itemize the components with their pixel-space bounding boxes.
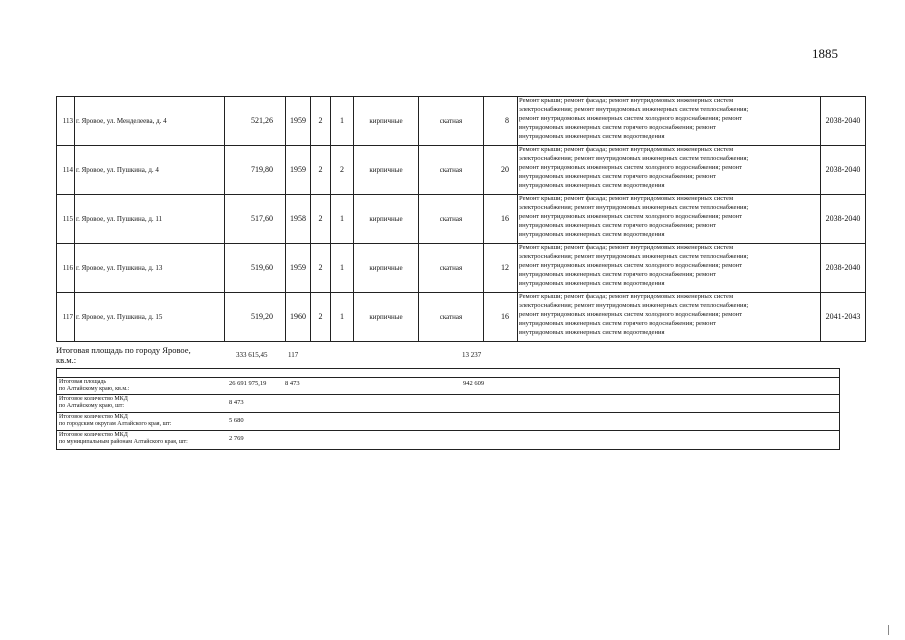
summary-label bbox=[59, 379, 229, 393]
row-roof: скатная bbox=[419, 97, 484, 146]
row-entrances: 1 bbox=[331, 293, 354, 342]
row-area: 521,26 bbox=[225, 97, 286, 146]
row-walls: кирпичные bbox=[354, 293, 419, 342]
row-works-line: внутридомовых инженерных систем горячего водоснабжения; ремонт bbox=[519, 319, 716, 327]
row-works-line: ремонт внутридомовых инженерных систем холодного водоснабжения; ремонт bbox=[519, 114, 743, 122]
row-floors: 2 bbox=[311, 244, 331, 293]
row-floors: 2 bbox=[311, 195, 331, 244]
summary-value-houses: 8 473 bbox=[285, 380, 300, 387]
summary-spacer bbox=[57, 369, 839, 378]
summary-label-line2: по городским округам Алтайского края, шт: bbox=[59, 421, 172, 427]
summary-row bbox=[57, 431, 839, 447]
row-works bbox=[518, 195, 821, 244]
row-works-line: внутридомовых инженерных систем водоотведения bbox=[519, 328, 665, 336]
row-area: 719,80 bbox=[225, 146, 286, 195]
table-row bbox=[57, 293, 866, 342]
row-works-line: ремонт внутридомовых инженерных систем холодного водоснабжения; ремонт bbox=[519, 212, 743, 220]
row-count: 12 bbox=[484, 244, 518, 293]
row-year: 1959 bbox=[286, 244, 311, 293]
row-address: г. Яровое, ул. Пушкина, д. 13 bbox=[75, 244, 225, 293]
city-total-label-line1: Итоговая площадь по городу Яровое, bbox=[56, 345, 191, 355]
summary-label bbox=[59, 396, 229, 410]
summary-row bbox=[57, 413, 839, 431]
row-works bbox=[518, 293, 821, 342]
table-row bbox=[57, 97, 866, 146]
summary-row bbox=[57, 378, 839, 395]
row-works-line: Ремонт крыши; ремонт фасада; ремонт внутридомовых инженерных систем bbox=[519, 146, 734, 153]
row-works-line: Ремонт крыши; ремонт фасада; ремонт внутридомовых инженерных систем bbox=[519, 195, 734, 202]
summary-label-line1: Итоговое количество МКД bbox=[59, 414, 128, 420]
city-total-label-line2: кв.м.: bbox=[56, 355, 77, 365]
summary-value-area: 26 691 975,19 bbox=[229, 380, 267, 387]
summary-label-line1: Итоговое количество МКД bbox=[59, 432, 128, 438]
row-address: г. Яровое, ул. Пушкина, д. 15 bbox=[75, 293, 225, 342]
row-works-line: внутридомовых инженерных систем водоотведения bbox=[519, 132, 665, 140]
row-walls: кирпичные bbox=[354, 244, 419, 293]
row-year: 1959 bbox=[286, 97, 311, 146]
summary-block bbox=[56, 368, 840, 450]
row-works-line: внутридомовых инженерных систем горячего водоснабжения; ремонт bbox=[519, 221, 716, 229]
row-roof: скатная bbox=[419, 146, 484, 195]
row-period: 2038-2040 bbox=[821, 146, 866, 195]
city-total bbox=[56, 345, 838, 367]
row-entrances: 1 bbox=[331, 195, 354, 244]
summary-label bbox=[59, 414, 229, 428]
row-year: 1960 bbox=[286, 293, 311, 342]
summary-value-apartments: 942 609 bbox=[463, 380, 485, 387]
row-period: 2041-2043 bbox=[821, 293, 866, 342]
summary-label-line2: по муниципальным районам Алтайского края, шт: bbox=[59, 439, 188, 445]
row-address: г. Яровое, ул. Пушкина, д. 11 bbox=[75, 195, 225, 244]
summary-label-line2: по Алтайскому краю, шт: bbox=[59, 403, 125, 409]
row-works-line: внутридомовых инженерных систем горячего водоснабжения; ремонт bbox=[519, 123, 716, 131]
row-works-line: ремонт внутридомовых инженерных систем холодного водоснабжения; ремонт bbox=[519, 310, 743, 318]
row-works-line: внутридомовых инженерных систем водоотведения bbox=[519, 181, 665, 189]
row-period: 2038-2040 bbox=[821, 244, 866, 293]
row-number: 115 bbox=[57, 195, 75, 244]
row-works-line: Ремонт крыши; ремонт фасада; ремонт внутридомовых инженерных систем bbox=[519, 244, 734, 251]
row-roof: скатная bbox=[419, 195, 484, 244]
row-walls: кирпичные bbox=[354, 97, 419, 146]
row-count: 8 bbox=[484, 97, 518, 146]
row-works-line: ремонт внутридомовых инженерных систем холодного водоснабжения; ремонт bbox=[519, 261, 743, 269]
row-floors: 2 bbox=[311, 293, 331, 342]
city-total-label bbox=[56, 345, 226, 365]
row-number: 114 bbox=[57, 146, 75, 195]
city-total-houses: 117 bbox=[288, 351, 299, 359]
row-roof: скатная bbox=[419, 244, 484, 293]
table-row bbox=[57, 244, 866, 293]
scan-mark bbox=[888, 625, 889, 635]
row-entrances: 2 bbox=[331, 146, 354, 195]
page-number: 1885 bbox=[812, 46, 838, 61]
row-floors: 2 bbox=[311, 97, 331, 146]
row-works-line: электроснабжения; ремонт внутридомовых инженерных систем теплоснабжения; bbox=[519, 105, 749, 113]
row-address: г. Яровое, ул. Менделеева, д. 4 bbox=[75, 97, 225, 146]
row-works-line: электроснабжения; ремонт внутридомовых инженерных систем теплоснабжения; bbox=[519, 203, 749, 211]
row-area: 517,60 bbox=[225, 195, 286, 244]
row-area: 519,20 bbox=[225, 293, 286, 342]
row-works-line: внутридомовых инженерных систем горячего водоснабжения; ремонт bbox=[519, 172, 716, 180]
row-address: г. Яровое, ул. Пушкина, д. 4 bbox=[75, 146, 225, 195]
row-number: 116 bbox=[57, 244, 75, 293]
row-floors: 2 bbox=[311, 146, 331, 195]
row-period: 2038-2040 bbox=[821, 97, 866, 146]
row-works bbox=[518, 244, 821, 293]
row-count: 20 bbox=[484, 146, 518, 195]
housing-table bbox=[56, 96, 866, 342]
row-walls: кирпичные bbox=[354, 146, 419, 195]
summary-row bbox=[57, 395, 839, 413]
row-roof: скатная bbox=[419, 293, 484, 342]
row-year: 1958 bbox=[286, 195, 311, 244]
row-works bbox=[518, 146, 821, 195]
summary-value-area: 5 680 bbox=[229, 417, 244, 424]
summary-label-line1: Итоговая площадь bbox=[59, 379, 107, 385]
row-works-line: Ремонт крыши; ремонт фасада; ремонт внутридомовых инженерных систем bbox=[519, 293, 734, 300]
row-works-line: внутридомовых инженерных систем водоотведения bbox=[519, 230, 665, 238]
table-row bbox=[57, 146, 866, 195]
row-works-line: электроснабжения; ремонт внутридомовых инженерных систем теплоснабжения; bbox=[519, 154, 749, 162]
summary-label-line2: по Алтайскому краю, кв.м.: bbox=[59, 386, 130, 392]
row-works-line: электроснабжения; ремонт внутридомовых инженерных систем теплоснабжения; bbox=[519, 252, 749, 260]
row-works-line: Ремонт крыши; ремонт фасада; ремонт внутридомовых инженерных систем bbox=[519, 97, 734, 104]
summary-value-area: 8 473 bbox=[229, 399, 244, 406]
row-number: 117 bbox=[57, 293, 75, 342]
row-works bbox=[518, 97, 821, 146]
row-count: 16 bbox=[484, 195, 518, 244]
row-works-line: электроснабжения; ремонт внутридомовых инженерных систем теплоснабжения; bbox=[519, 301, 749, 309]
row-works-line: внутридомовых инженерных систем горячего водоснабжения; ремонт bbox=[519, 270, 716, 278]
row-count: 16 bbox=[484, 293, 518, 342]
row-area: 519,60 bbox=[225, 244, 286, 293]
row-works-line: ремонт внутридомовых инженерных систем холодного водоснабжения; ремонт bbox=[519, 163, 743, 171]
summary-label bbox=[59, 432, 229, 446]
row-period: 2038-2040 bbox=[821, 195, 866, 244]
row-works-line: внутридомовых инженерных систем водоотведения bbox=[519, 279, 665, 287]
city-total-area: 333 615,45 bbox=[236, 351, 268, 359]
row-entrances: 1 bbox=[331, 97, 354, 146]
summary-value-area: 2 769 bbox=[229, 435, 244, 442]
city-total-apartments: 13 237 bbox=[462, 351, 482, 359]
table-row bbox=[57, 195, 866, 244]
row-year: 1959 bbox=[286, 146, 311, 195]
row-walls: кирпичные bbox=[354, 195, 419, 244]
summary-label-line1: Итоговое количество МКД bbox=[59, 396, 128, 402]
row-entrances: 1 bbox=[331, 244, 354, 293]
row-number: 113 bbox=[57, 97, 75, 146]
